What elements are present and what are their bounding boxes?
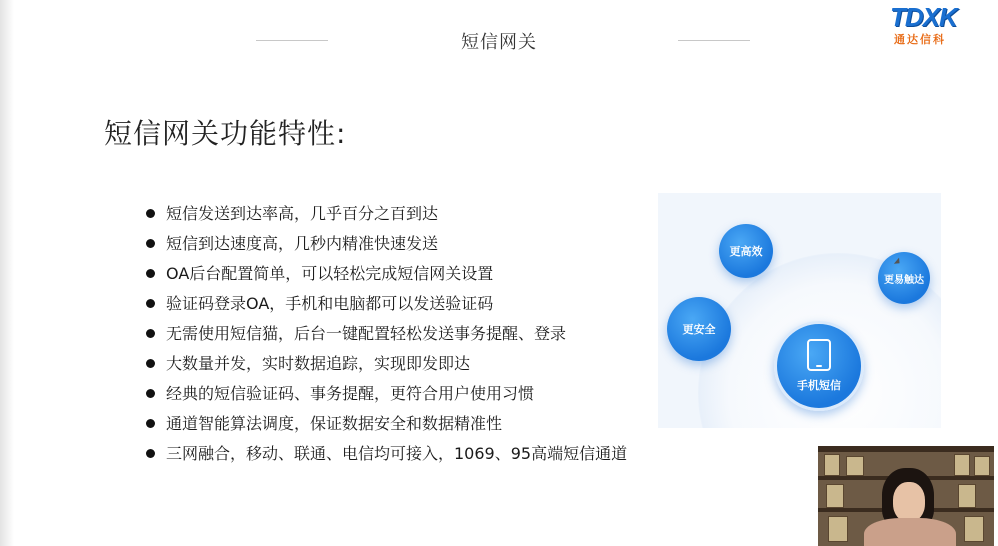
- presenter-face: [893, 482, 925, 522]
- bullet-icon: [146, 269, 155, 278]
- bullet-icon: [146, 299, 155, 308]
- presenter-body: [864, 518, 956, 546]
- feature-item: [146, 380, 627, 410]
- feature-item: [146, 350, 627, 380]
- shelf-item: [954, 454, 970, 476]
- feature-item: [146, 260, 627, 290]
- efficient-label: 更高效: [729, 245, 763, 258]
- feature-text: 通道智能算法调度，保证数据安全和数据精准性: [166, 414, 503, 433]
- bullet-icon: [146, 209, 155, 218]
- safe-label: 更安全: [682, 323, 716, 336]
- reach-label: 更易触达: [884, 274, 924, 286]
- safe-bubble: [667, 297, 731, 361]
- feature-text: OA后台配置简单，可以轻松完成短信网关设置: [166, 264, 494, 283]
- logo-mark: TDXK: [890, 2, 957, 32]
- shelf-item: [964, 516, 984, 542]
- feature-text: 短信发送到达率高，几乎百分之百到达: [166, 204, 439, 223]
- feature-list: [146, 200, 627, 470]
- bullet-icon: [146, 449, 155, 458]
- bookshelf-frame: [818, 446, 994, 452]
- slide-heading: 短信网关功能特性:: [104, 117, 347, 150]
- slide-edge-shadow: [0, 0, 14, 546]
- feature-text: 三网融合，移动、联通、电信均可接入，1069、95高端短信通道: [166, 444, 628, 463]
- shelf-item: [828, 516, 848, 542]
- feature-item: [146, 200, 627, 230]
- header-divider-right: [678, 40, 750, 41]
- phone-sms-bubble: [774, 321, 864, 411]
- mobile-phone-icon: [807, 339, 831, 371]
- feature-item: [146, 290, 627, 320]
- efficient-bubble: [719, 224, 773, 278]
- bullet-icon: [146, 239, 155, 248]
- feature-text: 无需使用短信猫，后台一键配置轻松发送事务提醒、登录: [166, 324, 567, 343]
- feature-illustration: [658, 193, 941, 428]
- bullet-icon: [146, 359, 155, 368]
- shelf-item: [974, 456, 990, 476]
- feature-text: 大数量并发，实时数据追踪，实现即发即达: [166, 354, 471, 373]
- bullet-icon: [146, 329, 155, 338]
- shelf-item: [824, 454, 840, 476]
- header-title: 短信网关: [461, 32, 537, 53]
- feature-item: [146, 440, 627, 470]
- company-logo: [890, 4, 990, 48]
- bullet-icon: [146, 419, 155, 428]
- presenter-webcam-overlay: [818, 446, 994, 546]
- feature-item: [146, 230, 627, 260]
- feature-text: 验证码登录OA，手机和电脑都可以发送验证码: [166, 294, 494, 313]
- logo-subtitle: 通达信科: [894, 33, 946, 46]
- shelf-item: [846, 456, 864, 476]
- feature-item: [146, 320, 627, 350]
- shelf-item: [958, 484, 976, 508]
- feature-text: 短信到达速度高，几秒内精准快速发送: [166, 234, 439, 253]
- reach-bubble: [878, 252, 930, 304]
- shelf-item: [826, 484, 844, 508]
- bullet-icon: [146, 389, 155, 398]
- phone-sms-label: 手机短信: [797, 379, 841, 392]
- feature-text: 经典的短信验证码、事务提醒，更符合用户使用习惯: [166, 384, 535, 403]
- feature-item: [146, 410, 627, 440]
